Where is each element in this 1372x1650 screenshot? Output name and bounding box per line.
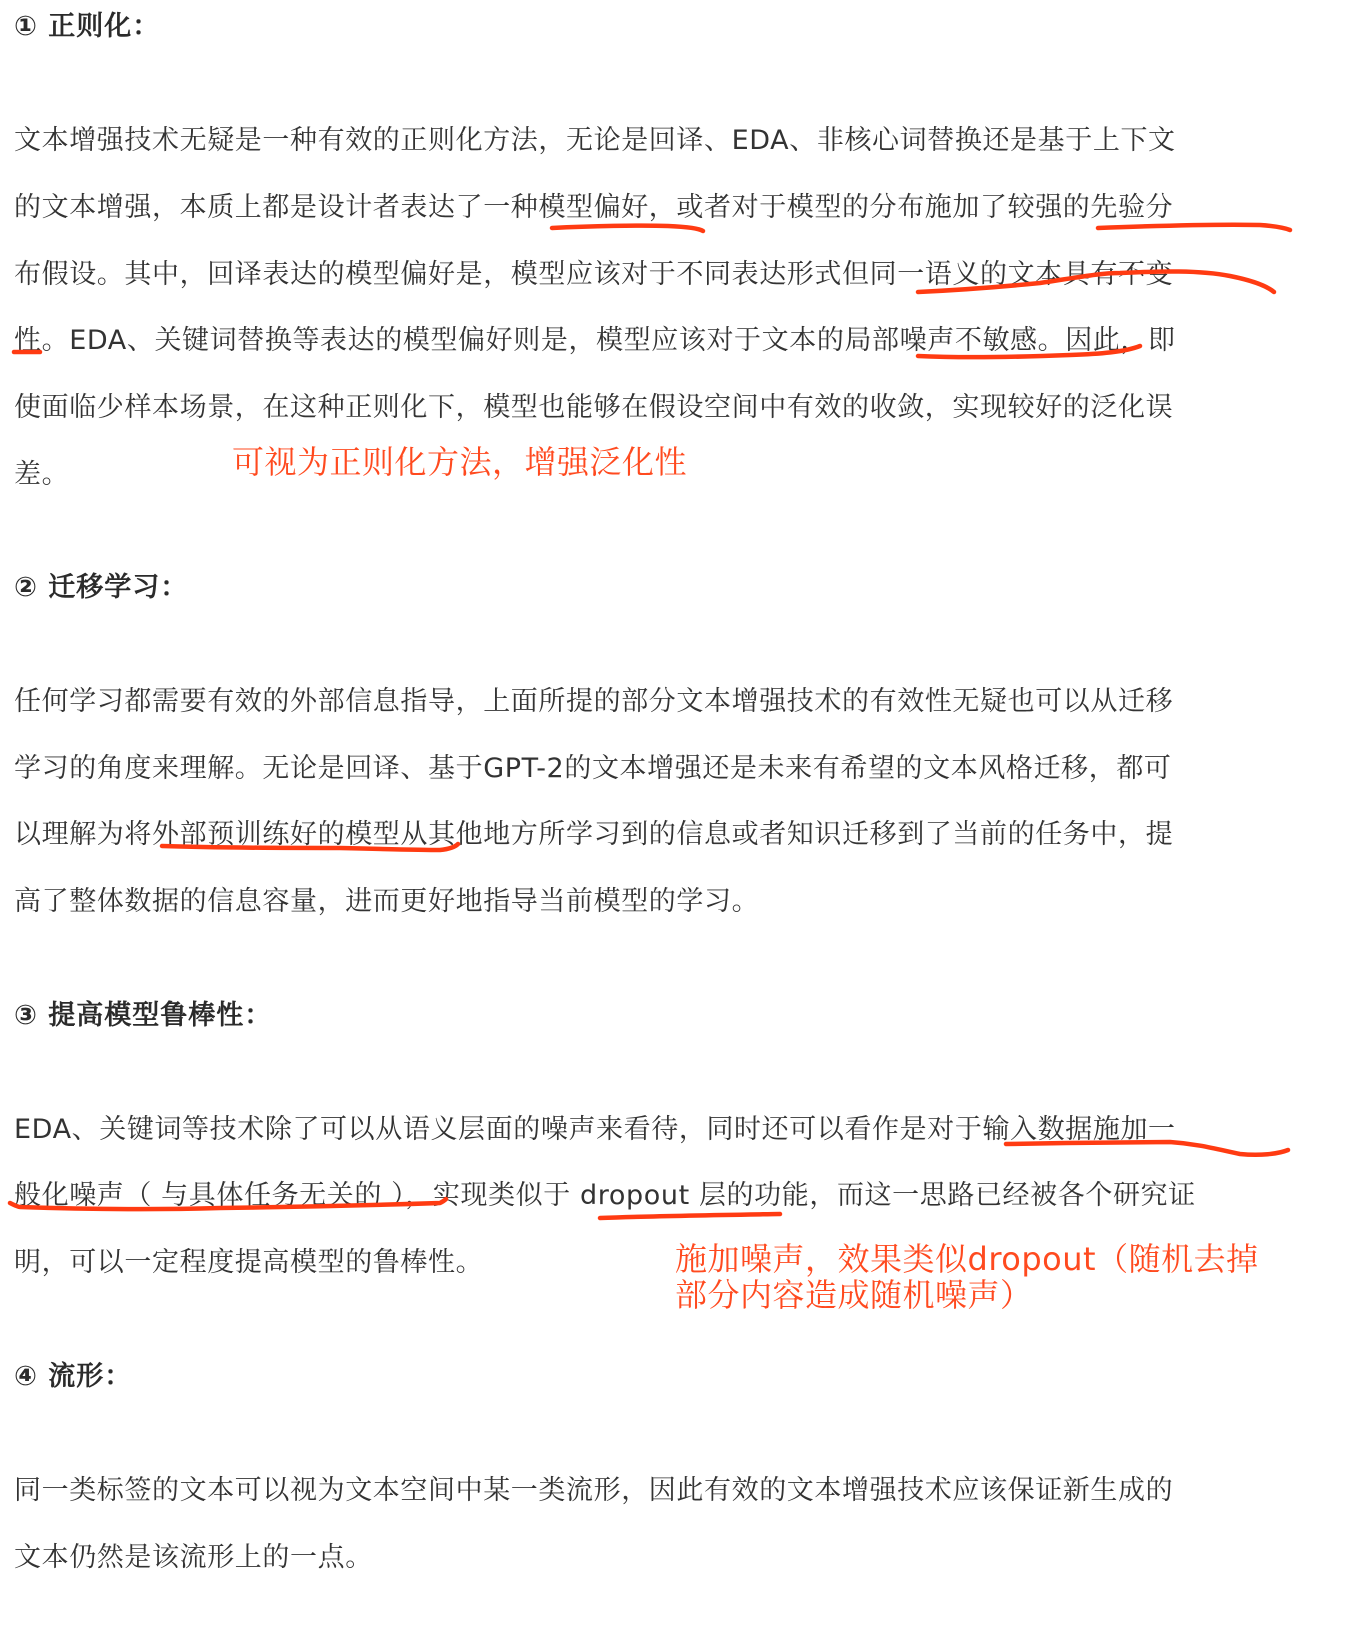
section-heading-transfer-learning: ② 迁移学习： <box>14 572 189 603</box>
paragraph-line: 文本仍然是该流形上的一点。 <box>14 1542 373 1573</box>
paragraph-line: 文本增强技术无疑是一种有效的正则化方法，无论是回译、EDA、非核心词替换还是基于上下文 <box>14 125 1176 156</box>
paragraph-line: 以理解为将外部预训练好的模型从其他地方所学习到的信息或者知识迁移到了当前的任务中，提 <box>14 819 1174 850</box>
underline-dropout <box>600 1214 780 1218</box>
paragraph-line: 性。EDA、关键词替换等表达的模型偏好则是，模型应该对于文本的局部噪声不敏感。因此，即 <box>14 325 1176 356</box>
paragraph-line: 任何学习都需要有效的外部信息指导，上面所提的部分文本增强技术的有效性无疑也可以从迁移 <box>14 686 1174 717</box>
paragraph-line: 学习的角度来理解。无论是回译、基于GPT-2的文本增强还是未来有希望的文本风格迁移，都可 <box>14 753 1172 784</box>
underline-model-preference <box>552 226 703 231</box>
paragraph-line: 般化噪声（ 与具体任务无关的 ），实现类似于 dropout 层的功能，而这一思路已经被各个研究证 <box>14 1180 1196 1211</box>
section-heading-regularization: ① 正则化： <box>14 11 161 42</box>
section-heading-robustness: ③ 提高模型鲁棒性： <box>14 1000 273 1031</box>
section-heading-manifold: ④ 流形： <box>14 1361 133 1392</box>
paragraph-line: 高了整体数据的信息容量，进而更好地指导当前模型的学习。 <box>14 886 760 917</box>
underline-strong-prior <box>1098 225 1290 230</box>
paragraph-line: 的文本增强，本质上都是设计者表达了一种模型偏好，或者对于模型的分布施加了较强的先验分 <box>14 192 1174 223</box>
paragraph-line: EDA、关键词等技术除了可以从语义层面的噪声来看待，同时还可以看作是对于输入数据施加一 <box>14 1114 1176 1145</box>
paragraph-line: 明，可以一定程度提高模型的鲁棒性。 <box>14 1247 484 1278</box>
handwritten-annotation: 部分内容造成随机噪声） <box>675 1276 1033 1314</box>
handwritten-annotation: 可视为正则化方法，增强泛化性 <box>232 443 688 481</box>
paragraph-line: 布假设。其中，回译表达的模型偏好是，模型应该对于不同表达形式但同一语义的文本具有不变 <box>14 259 1174 290</box>
paragraph-line: 使面临少样本场景，在这种正则化下，模型也能够在假设空间中有效的收敛，实现较好的泛化误 <box>14 392 1174 423</box>
paragraph-line: 同一类标签的文本可以视为文本空间中某一类流形，因此有效的文本增强技术应该保证新生成的 <box>14 1475 1174 1506</box>
handwritten-annotation: 施加噪声，效果类似dropout（随机去掉 <box>675 1240 1259 1278</box>
paragraph-line: 差。 <box>14 459 70 490</box>
